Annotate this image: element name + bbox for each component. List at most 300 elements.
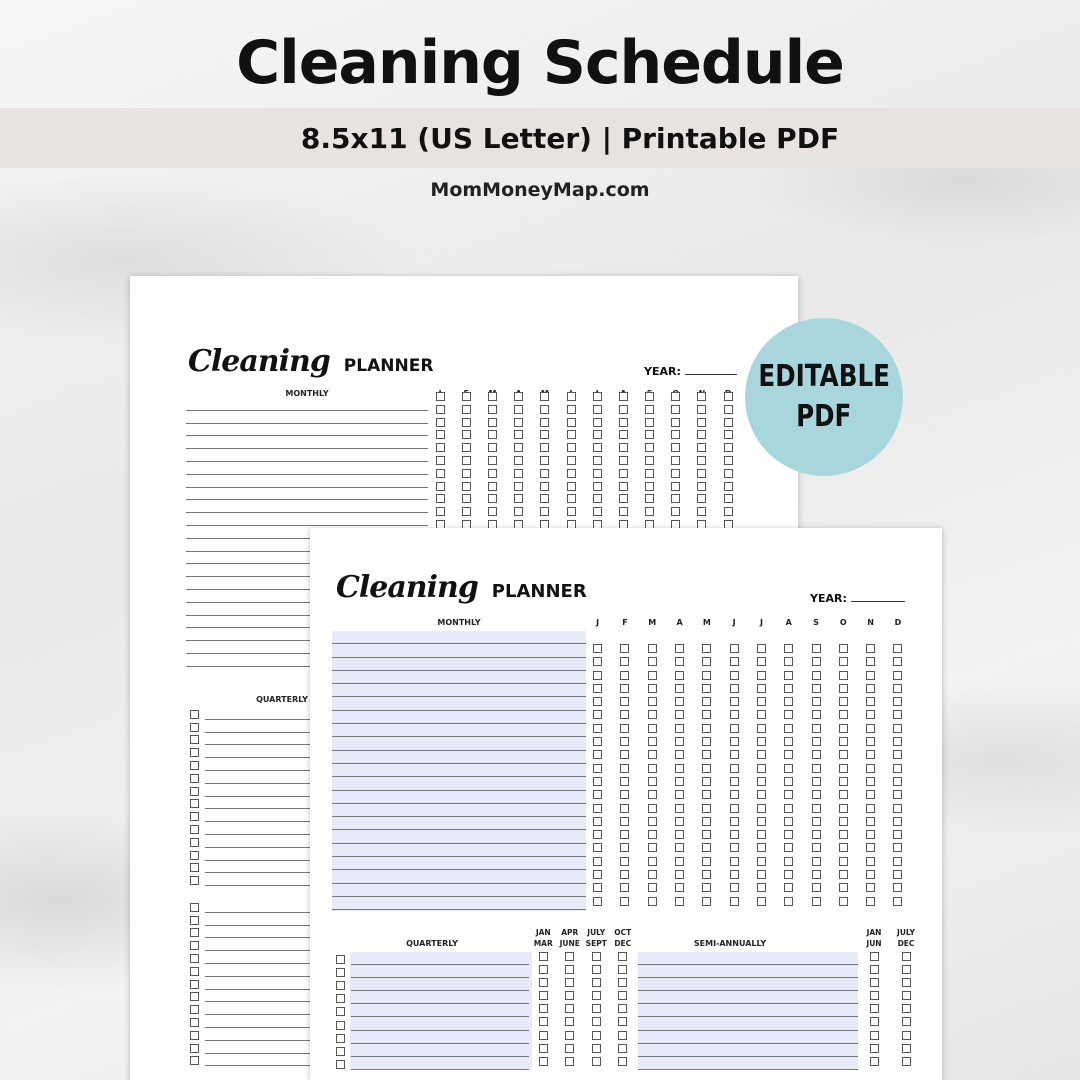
checkbox[interactable]: [839, 737, 848, 746]
checkbox[interactable]: [724, 482, 733, 491]
checkbox[interactable]: [540, 469, 549, 478]
checkbox[interactable]: [702, 857, 711, 866]
checkbox[interactable]: [462, 456, 471, 465]
checkbox[interactable]: [812, 750, 821, 759]
checkbox[interactable]: [462, 430, 471, 439]
checkbox[interactable]: [902, 1031, 911, 1040]
checkbox[interactable]: [839, 790, 848, 799]
checkbox[interactable]: [839, 710, 848, 719]
checkbox[interactable]: [190, 954, 199, 963]
checkbox[interactable]: [866, 644, 875, 653]
checkbox[interactable]: [593, 507, 602, 516]
checkbox[interactable]: [870, 1044, 879, 1053]
checkbox[interactable]: [839, 644, 848, 653]
checkbox[interactable]: [593, 430, 602, 439]
checkbox[interactable]: [539, 1044, 548, 1053]
checkbox[interactable]: [702, 897, 711, 906]
checkbox[interactable]: [190, 735, 199, 744]
checkbox[interactable]: [870, 1017, 879, 1026]
checkbox[interactable]: [812, 883, 821, 892]
checkbox[interactable]: [784, 671, 793, 680]
checkbox[interactable]: [730, 764, 739, 773]
checkbox[interactable]: [648, 817, 657, 826]
checkbox[interactable]: [724, 430, 733, 439]
checkbox[interactable]: [565, 978, 574, 987]
checkbox[interactable]: [190, 761, 199, 770]
checkbox[interactable]: [488, 430, 497, 439]
checkbox[interactable]: [488, 405, 497, 414]
checkbox[interactable]: [190, 787, 199, 796]
checkbox[interactable]: [645, 405, 654, 414]
checkbox[interactable]: [514, 456, 523, 465]
checkbox[interactable]: [812, 644, 821, 653]
checkbox[interactable]: [697, 494, 706, 503]
checkbox[interactable]: [336, 1047, 345, 1056]
checkbox[interactable]: [514, 507, 523, 516]
checkbox[interactable]: [757, 870, 766, 879]
checkbox[interactable]: [730, 870, 739, 879]
checkbox[interactable]: [593, 897, 602, 906]
checkbox[interactable]: [648, 750, 657, 759]
checkbox[interactable]: [866, 817, 875, 826]
checkbox[interactable]: [593, 750, 602, 759]
checkbox[interactable]: [648, 897, 657, 906]
checkbox[interactable]: [648, 710, 657, 719]
checkbox[interactable]: [539, 952, 548, 961]
checkbox[interactable]: [893, 710, 902, 719]
checkbox[interactable]: [724, 418, 733, 427]
checkbox[interactable]: [620, 724, 629, 733]
checkbox[interactable]: [866, 724, 875, 733]
checkbox[interactable]: [190, 1044, 199, 1053]
checkbox[interactable]: [620, 857, 629, 866]
checkbox[interactable]: [336, 1021, 345, 1030]
checkbox[interactable]: [702, 684, 711, 693]
checkbox[interactable]: [567, 405, 576, 414]
checkbox[interactable]: [565, 1017, 574, 1026]
checkbox[interactable]: [870, 1004, 879, 1013]
checkbox[interactable]: [436, 507, 445, 516]
checkbox[interactable]: [539, 978, 548, 987]
checkbox[interactable]: [702, 870, 711, 879]
checkbox[interactable]: [648, 644, 657, 653]
checkbox[interactable]: [593, 418, 602, 427]
checkbox[interactable]: [619, 494, 628, 503]
checkbox[interactable]: [462, 418, 471, 427]
checkbox[interactable]: [592, 965, 601, 974]
checkbox[interactable]: [648, 684, 657, 693]
checkbox[interactable]: [648, 790, 657, 799]
checkbox[interactable]: [675, 870, 684, 879]
checkbox[interactable]: [620, 843, 629, 852]
checkbox[interactable]: [618, 1004, 627, 1013]
checkbox[interactable]: [839, 830, 848, 839]
checkbox[interactable]: [870, 978, 879, 987]
checkbox[interactable]: [893, 857, 902, 866]
checkbox[interactable]: [648, 857, 657, 866]
checkbox[interactable]: [866, 790, 875, 799]
checkbox[interactable]: [812, 790, 821, 799]
checkbox[interactable]: [812, 870, 821, 879]
checkbox[interactable]: [675, 883, 684, 892]
checkbox[interactable]: [902, 1004, 911, 1013]
checkbox[interactable]: [702, 724, 711, 733]
checkbox[interactable]: [488, 494, 497, 503]
checkbox[interactable]: [730, 777, 739, 786]
checkbox[interactable]: [757, 657, 766, 666]
checkbox[interactable]: [702, 644, 711, 653]
checkbox[interactable]: [675, 657, 684, 666]
checkbox[interactable]: [730, 830, 739, 839]
checkbox[interactable]: [619, 482, 628, 491]
checkbox[interactable]: [893, 697, 902, 706]
checkbox[interactable]: [593, 456, 602, 465]
checkbox[interactable]: [648, 777, 657, 786]
checkbox[interactable]: [514, 405, 523, 414]
checkbox[interactable]: [697, 405, 706, 414]
checkbox[interactable]: [645, 392, 654, 401]
checkbox[interactable]: [592, 978, 601, 987]
checkbox[interactable]: [190, 1056, 199, 1065]
checkbox[interactable]: [593, 710, 602, 719]
checkbox[interactable]: [757, 750, 766, 759]
checkbox[interactable]: [565, 965, 574, 974]
checkbox[interactable]: [436, 469, 445, 478]
checkbox[interactable]: [593, 817, 602, 826]
checkbox[interactable]: [724, 392, 733, 401]
checkbox[interactable]: [671, 456, 680, 465]
checkbox[interactable]: [592, 952, 601, 961]
checkbox[interactable]: [462, 392, 471, 401]
checkbox[interactable]: [190, 876, 199, 885]
checkbox[interactable]: [812, 657, 821, 666]
checkbox[interactable]: [593, 657, 602, 666]
checkbox[interactable]: [839, 671, 848, 680]
checkbox[interactable]: [565, 952, 574, 961]
checkbox[interactable]: [730, 697, 739, 706]
checkbox[interactable]: [514, 443, 523, 452]
checkbox[interactable]: [675, 857, 684, 866]
checkbox[interactable]: [730, 657, 739, 666]
checkbox[interactable]: [812, 777, 821, 786]
checkbox[interactable]: [870, 1057, 879, 1066]
checkbox[interactable]: [593, 843, 602, 852]
checkbox[interactable]: [730, 737, 739, 746]
checkbox[interactable]: [539, 1031, 548, 1040]
checkbox[interactable]: [702, 843, 711, 852]
checkbox[interactable]: [784, 817, 793, 826]
checkbox[interactable]: [190, 812, 199, 821]
checkbox[interactable]: [675, 764, 684, 773]
checkbox[interactable]: [190, 903, 199, 912]
checkbox[interactable]: [620, 737, 629, 746]
checkbox[interactable]: [593, 671, 602, 680]
checkbox[interactable]: [866, 897, 875, 906]
checkbox[interactable]: [648, 883, 657, 892]
checkbox[interactable]: [565, 1031, 574, 1040]
checkbox[interactable]: [619, 443, 628, 452]
checkbox[interactable]: [784, 737, 793, 746]
checkbox[interactable]: [839, 843, 848, 852]
checkbox[interactable]: [436, 482, 445, 491]
checkbox[interactable]: [336, 955, 345, 964]
checkbox[interactable]: [730, 644, 739, 653]
checkbox[interactable]: [675, 671, 684, 680]
checkbox[interactable]: [645, 443, 654, 452]
checkbox[interactable]: [190, 799, 199, 808]
checkbox[interactable]: [675, 843, 684, 852]
checkbox[interactable]: [724, 405, 733, 414]
checkbox[interactable]: [902, 1057, 911, 1066]
checkbox[interactable]: [839, 883, 848, 892]
checkbox[interactable]: [619, 469, 628, 478]
checkbox[interactable]: [336, 981, 345, 990]
checkbox[interactable]: [697, 456, 706, 465]
checkbox[interactable]: [620, 644, 629, 653]
checkbox[interactable]: [839, 897, 848, 906]
checkbox[interactable]: [671, 494, 680, 503]
checkbox[interactable]: [336, 1007, 345, 1016]
checkbox[interactable]: [702, 804, 711, 813]
checkbox[interactable]: [567, 430, 576, 439]
checkbox[interactable]: [620, 710, 629, 719]
checkbox[interactable]: [540, 494, 549, 503]
checkbox[interactable]: [893, 657, 902, 666]
checkbox[interactable]: [593, 724, 602, 733]
checkbox[interactable]: [488, 469, 497, 478]
checkbox[interactable]: [593, 644, 602, 653]
checkbox[interactable]: [620, 684, 629, 693]
checkbox[interactable]: [812, 684, 821, 693]
checkbox[interactable]: [593, 684, 602, 693]
checkbox[interactable]: [648, 870, 657, 879]
checkbox[interactable]: [893, 671, 902, 680]
checkbox[interactable]: [620, 764, 629, 773]
checkbox[interactable]: [671, 430, 680, 439]
checkbox[interactable]: [593, 482, 602, 491]
checkbox[interactable]: [866, 870, 875, 879]
checkbox[interactable]: [702, 817, 711, 826]
checkbox[interactable]: [462, 494, 471, 503]
checkbox[interactable]: [757, 684, 766, 693]
checkbox[interactable]: [190, 1031, 199, 1040]
checkbox[interactable]: [839, 697, 848, 706]
checkbox[interactable]: [567, 443, 576, 452]
checkbox[interactable]: [462, 443, 471, 452]
checkbox[interactable]: [592, 1031, 601, 1040]
checkbox[interactable]: [902, 1017, 911, 1026]
checkbox[interactable]: [190, 992, 199, 1001]
checkbox[interactable]: [757, 790, 766, 799]
checkbox[interactable]: [539, 1004, 548, 1013]
checkbox[interactable]: [648, 724, 657, 733]
checkbox[interactable]: [436, 392, 445, 401]
checkbox[interactable]: [702, 697, 711, 706]
checkbox[interactable]: [592, 1004, 601, 1013]
checkbox[interactable]: [870, 965, 879, 974]
checkbox[interactable]: [893, 777, 902, 786]
checkbox[interactable]: [593, 392, 602, 401]
checkbox[interactable]: [567, 392, 576, 401]
checkbox[interactable]: [190, 928, 199, 937]
checkbox[interactable]: [593, 697, 602, 706]
checkbox[interactable]: [540, 430, 549, 439]
checkbox[interactable]: [784, 697, 793, 706]
checkbox[interactable]: [190, 1005, 199, 1014]
checkbox[interactable]: [593, 737, 602, 746]
checkbox[interactable]: [675, 644, 684, 653]
checkbox[interactable]: [675, 817, 684, 826]
checkbox[interactable]: [870, 952, 879, 961]
checkbox[interactable]: [190, 967, 199, 976]
checkbox[interactable]: [839, 724, 848, 733]
checkbox[interactable]: [565, 1004, 574, 1013]
checkbox[interactable]: [724, 469, 733, 478]
checkbox[interactable]: [190, 825, 199, 834]
checkbox[interactable]: [893, 737, 902, 746]
checkbox[interactable]: [488, 482, 497, 491]
checkbox[interactable]: [620, 777, 629, 786]
checkbox[interactable]: [675, 724, 684, 733]
checkbox[interactable]: [648, 671, 657, 680]
checkbox[interactable]: [620, 657, 629, 666]
checkbox[interactable]: [784, 790, 793, 799]
checkbox[interactable]: [462, 482, 471, 491]
checkbox[interactable]: [702, 883, 711, 892]
checkbox[interactable]: [839, 657, 848, 666]
checkbox[interactable]: [462, 507, 471, 516]
checkbox[interactable]: [618, 952, 627, 961]
checkbox[interactable]: [648, 764, 657, 773]
checkbox[interactable]: [539, 1057, 548, 1066]
checkbox[interactable]: [839, 804, 848, 813]
checkbox[interactable]: [812, 710, 821, 719]
checkbox[interactable]: [514, 392, 523, 401]
checkbox[interactable]: [514, 494, 523, 503]
checkbox[interactable]: [648, 830, 657, 839]
checkbox[interactable]: [702, 830, 711, 839]
checkbox[interactable]: [190, 1018, 199, 1027]
checkbox[interactable]: [620, 817, 629, 826]
checkbox[interactable]: [648, 843, 657, 852]
checkbox[interactable]: [540, 482, 549, 491]
checkbox[interactable]: [893, 684, 902, 693]
checkbox[interactable]: [539, 1017, 548, 1026]
checkbox[interactable]: [462, 469, 471, 478]
checkbox[interactable]: [893, 883, 902, 892]
checkbox[interactable]: [620, 671, 629, 680]
checkbox[interactable]: [730, 671, 739, 680]
checkbox[interactable]: [702, 777, 711, 786]
checkbox[interactable]: [702, 737, 711, 746]
checkbox[interactable]: [565, 1057, 574, 1066]
checkbox[interactable]: [866, 857, 875, 866]
checkbox[interactable]: [645, 430, 654, 439]
checkbox[interactable]: [567, 418, 576, 427]
checkbox[interactable]: [697, 430, 706, 439]
checkbox[interactable]: [757, 777, 766, 786]
checkbox[interactable]: [592, 991, 601, 1000]
checkbox[interactable]: [567, 494, 576, 503]
checkbox[interactable]: [539, 965, 548, 974]
checkbox[interactable]: [675, 684, 684, 693]
checkbox[interactable]: [866, 777, 875, 786]
checkbox[interactable]: [593, 857, 602, 866]
checkbox[interactable]: [675, 790, 684, 799]
checkbox[interactable]: [757, 697, 766, 706]
checkbox[interactable]: [190, 863, 199, 872]
checkbox[interactable]: [812, 764, 821, 773]
checkbox[interactable]: [866, 684, 875, 693]
checkbox[interactable]: [619, 392, 628, 401]
checkbox[interactable]: [893, 750, 902, 759]
checkbox[interactable]: [436, 430, 445, 439]
checkbox[interactable]: [697, 443, 706, 452]
checkbox[interactable]: [784, 710, 793, 719]
checkbox[interactable]: [618, 1044, 627, 1053]
checkbox[interactable]: [812, 697, 821, 706]
checkbox[interactable]: [866, 764, 875, 773]
checkbox[interactable]: [784, 870, 793, 879]
checkbox[interactable]: [514, 469, 523, 478]
checkbox[interactable]: [866, 830, 875, 839]
checkbox[interactable]: [645, 507, 654, 516]
checkbox[interactable]: [618, 1017, 627, 1026]
checkbox[interactable]: [488, 392, 497, 401]
checkbox[interactable]: [592, 1017, 601, 1026]
checkbox[interactable]: [866, 697, 875, 706]
checkbox[interactable]: [645, 418, 654, 427]
checkbox[interactable]: [593, 405, 602, 414]
checkbox[interactable]: [675, 710, 684, 719]
checkbox[interactable]: [730, 804, 739, 813]
checkbox[interactable]: [702, 764, 711, 773]
checkbox[interactable]: [648, 697, 657, 706]
checkbox[interactable]: [784, 843, 793, 852]
checkbox[interactable]: [540, 405, 549, 414]
checkbox[interactable]: [902, 991, 911, 1000]
checkbox[interactable]: [620, 790, 629, 799]
checkbox[interactable]: [593, 764, 602, 773]
checkbox[interactable]: [190, 748, 199, 757]
checkbox[interactable]: [730, 750, 739, 759]
checkbox[interactable]: [812, 830, 821, 839]
checkbox[interactable]: [567, 456, 576, 465]
checkbox[interactable]: [593, 804, 602, 813]
checkbox[interactable]: [893, 843, 902, 852]
checkbox[interactable]: [648, 657, 657, 666]
checkbox[interactable]: [730, 790, 739, 799]
checkbox[interactable]: [893, 644, 902, 653]
checkbox[interactable]: [724, 443, 733, 452]
checkbox[interactable]: [757, 817, 766, 826]
checkbox[interactable]: [567, 469, 576, 478]
checkbox[interactable]: [893, 790, 902, 799]
checkbox[interactable]: [336, 994, 345, 1003]
checkbox[interactable]: [730, 724, 739, 733]
checkbox[interactable]: [336, 1060, 345, 1069]
checkbox[interactable]: [839, 777, 848, 786]
checkbox[interactable]: [697, 418, 706, 427]
checkbox[interactable]: [671, 469, 680, 478]
checkbox[interactable]: [645, 482, 654, 491]
checkbox[interactable]: [757, 710, 766, 719]
checkbox[interactable]: [839, 870, 848, 879]
checkbox[interactable]: [488, 456, 497, 465]
checkbox[interactable]: [730, 843, 739, 852]
checkbox[interactable]: [784, 644, 793, 653]
checkbox[interactable]: [866, 843, 875, 852]
